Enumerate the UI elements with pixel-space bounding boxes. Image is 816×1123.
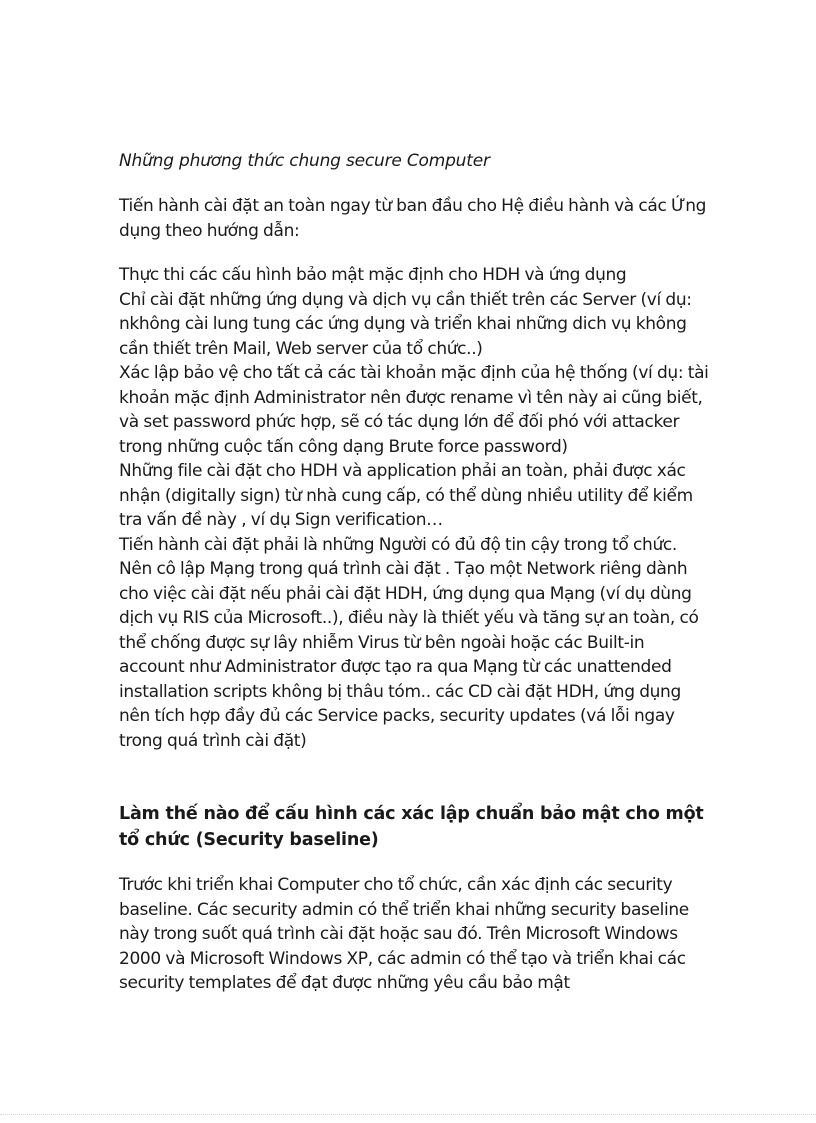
practice-item: Những file cài đặt cho HDH và application phải an toàn, phải được xác nhận (digitally sign) từ nhà cung cấp, có thể dùng nhiều utility để kiểm tra vấn đề này , ví dụ Sign verification…	[119, 461, 693, 530]
section-paragraph: Trước khi triển khai Computer cho tổ chức, cần xác định các security baseline. Các security admin có thể triển khai những security baseline này trong suốt quá trình cài đặt hoặc sau đó. Trên Microsoft Windows 2000 và Microsoft Windows XP, các admin có thể tạo và triển khai các security templates để đạt được những yêu cầu bảo mật	[119, 875, 689, 993]
practice-item: Chỉ cài đặt những ứng dụng và dịch vụ cần thiết trên các Server (ví dụ: nkhông cài lung tung các ứng dụng và triển khai những dich vụ không cần thiết trên Mail, Web server của tổ chức..)	[119, 289, 692, 359]
section-heading: Làm thế nào để cấu hình các xác lập chuẩn bảo mật cho một tổ chức (Security baseline)	[119, 804, 704, 850]
practice-item: Thực thi các cấu hình bảo mật mặc định cho HDH và ứng dụng	[119, 265, 627, 285]
practice-item: Nên cô lập Mạng trong quá trình cài đặt . Tạo một Network riêng dành cho việc cài đặt nếu phải cài đặt HDH, ứng dụng qua Mạng (ví dụ dùng dịch vụ RIS của Microsoft..), điều này là thiết yếu và tăng sự an toàn, có thể chống được sự lây nhiễm Virus từ bên ngoài hoặc các Built-in account như Administrator được tạo ra qua Mạng từ các unattended installation scripts không bị thâu tóm.. các CD cài đặt HDH, ứng dụng nên tích hợp đầy đủ các Service packs, security updates (vá lỗi ngay trong quá trình cài đặt)	[119, 559, 699, 751]
document-title: Những phương thức chung secure Computer	[119, 151, 490, 171]
practice-item: Tiến hành cài đặt phải là những Người có đủ độ tin cậy trong tổ chức.	[119, 534, 677, 555]
practices-list	[119, 263, 709, 753]
practice-item: Xác lập bảo vệ cho tất cả các tài khoản mặc định của hệ thống (ví dụ: tài khoản mặc định Administrator nên được rename vì tên này ai cũng biết, và set password phức hợp, sẽ có tác dụng lớn để đối phó với attacker trong những cuộc tấn công dạng Brute force password)	[119, 363, 709, 457]
page-bottom-divider	[0, 1114, 816, 1115]
intro-paragraph: Tiến hành cài đặt an toàn ngay từ ban đầu cho Hệ điều hành và các Ứng dụng theo hướng dẫn:	[119, 196, 707, 241]
document-body	[119, 148, 709, 996]
